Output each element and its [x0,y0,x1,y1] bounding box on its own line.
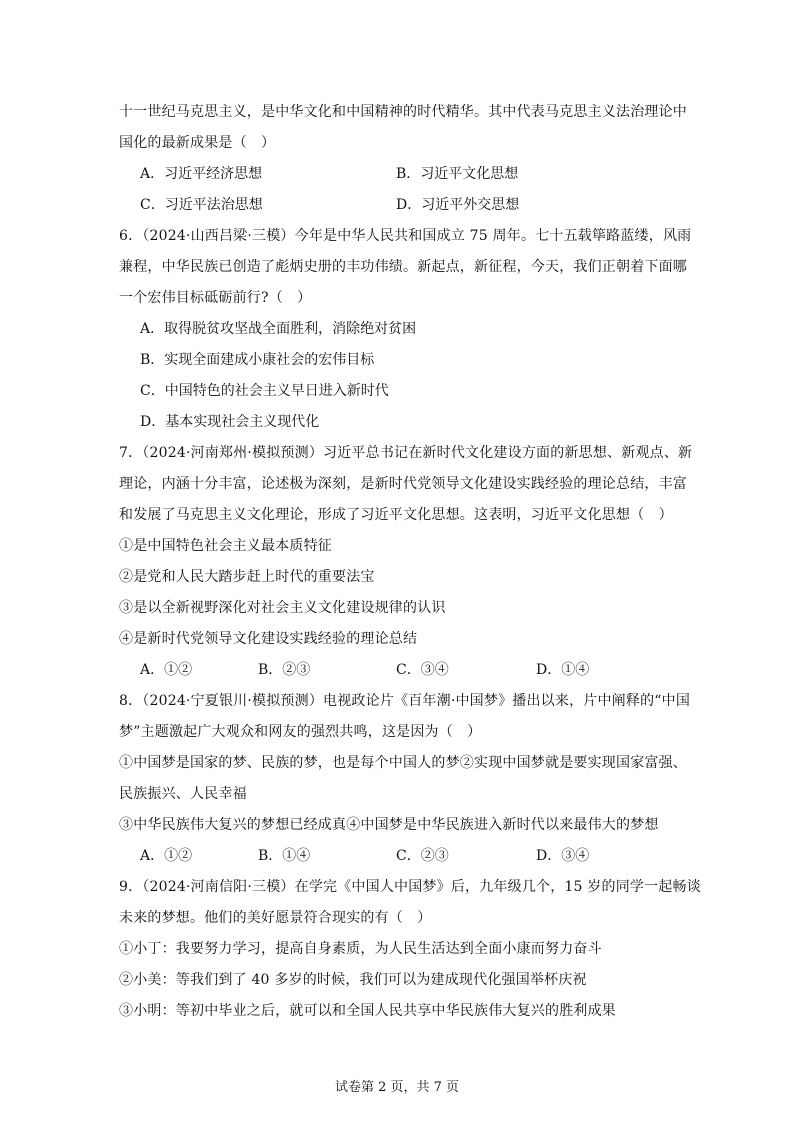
q5-option-c: C．习近平法治思想 [140,197,263,213]
q8-option-c: C．②③ [396,848,449,864]
q5-option-b: B．习近平文化思想 [396,166,519,182]
q7-item-3: ③是以全新视野深化对社会主义文化建设规律的认识 [119,600,446,616]
q8-option-b: B．①④ [258,848,311,864]
q7-item-1: ①是中国特色社会主义最本质特征 [119,538,332,554]
q9-item-2: ②小美：等我们到了 40 多岁的时候，我们可以为建成现代化强国举杯庆祝 [119,972,587,988]
q7-option-b: B．②③ [258,662,311,678]
q7-item-2: ②是党和人民大踏步赶上时代的重要法宝 [119,569,375,585]
page-footer: 试卷第 2 页，共 7 页 [334,1080,460,1095]
q9-line-1: 9．（2024·河南信阳·三模）在学完《中国人中国梦》后，九年级几个，15 岁的同学一起畅谈 [119,879,701,895]
q8-option-d: D．③④ [536,848,590,864]
q9-line-2: 未来的梦想。他们的美好愿景符合现实的有（ ） [119,910,432,926]
q8-option-a: A．①② [140,848,193,864]
q8-item-1-cont: 民族振兴、人民幸福 [119,786,247,802]
q5-option-d: D．习近平外交思想 [396,197,520,213]
q5-line-1: 十一世纪马克思主义，是中华文化和中国精神的时代精华。其中代表马克思主义法治理论中 [119,104,687,120]
q7-option-c: C．③④ [396,662,449,678]
q7-line-2: 理论，内涵十分丰富，论述极为深刻，是新时代党领导文化建设实践经验的理论总结，丰富 [119,476,687,492]
q8-item-1: ①中国梦是国家的梦、民族的梦，也是每个中国人的梦②实现中国梦就是要实现国家富强、 [119,755,687,771]
q6-line-1: 6．（2024·山西吕梁·三模）今年是中华人民共和国成立 75 周年。七十五载筚路蓝缕，风雨 [119,228,692,244]
q6-option-c: C．中国特色的社会主义早日进入新时代 [140,383,389,399]
q7-option-a: A．①② [140,662,193,678]
q6-option-d: D．基本实现社会主义现代化 [140,414,320,430]
q9-item-1: ①小丁：我要努力学习，提高自身素质，为人民生活达到全面小康而努力奋斗 [119,941,602,957]
q8-line-2: 梦”主题激起广大观众和网友的强烈共鸣，这是因为（ ） [119,724,482,740]
q8-line-1: 8．（2024·宁夏银川·模拟预测）电视政论片《百年潮·中国梦》播出以来，片中阐释的“中国 [119,693,691,709]
q7-option-d: D．①④ [536,662,590,678]
q7-line-1: 7．（2024·河南郑州·模拟预测）习近平总书记在新时代文化建设方面的新思想、新观点、新 [119,445,693,461]
q5-option-a: A．习近平经济思想 [140,166,263,182]
q6-line-3: 一个宏伟目标砥砺前行?（ ） [119,290,312,306]
q7-item-4: ④是新时代党领导文化建设实践经验的理论总结 [119,631,418,647]
q8-item-2: ③中华民族伟大复兴的梦想已经成真④中国梦是中华民族进入新时代以来最伟大的梦想 [119,817,659,833]
q6-line-2: 兼程，中华民族已创造了彪炳史册的丰功伟绩。新起点，新征程，今天，我们正朝着下面哪 [119,259,687,275]
q9-item-3: ③小明：等初中毕业之后，就可以和全国人民共享中华民族伟大复兴的胜利成果 [119,1003,616,1019]
q5-line-2: 国化的最新成果是（ ） [119,135,276,151]
q7-line-3: 和发展了马克思主义文化理论，形成了习近平文化思想。这表明，习近平文化思想（ ） [119,507,673,523]
q6-option-b: B．实现全面建成小康社会的宏伟目标 [140,352,375,368]
q6-option-a: A．取得脱贫攻坚战全面胜利，消除绝对贫困 [140,321,417,337]
